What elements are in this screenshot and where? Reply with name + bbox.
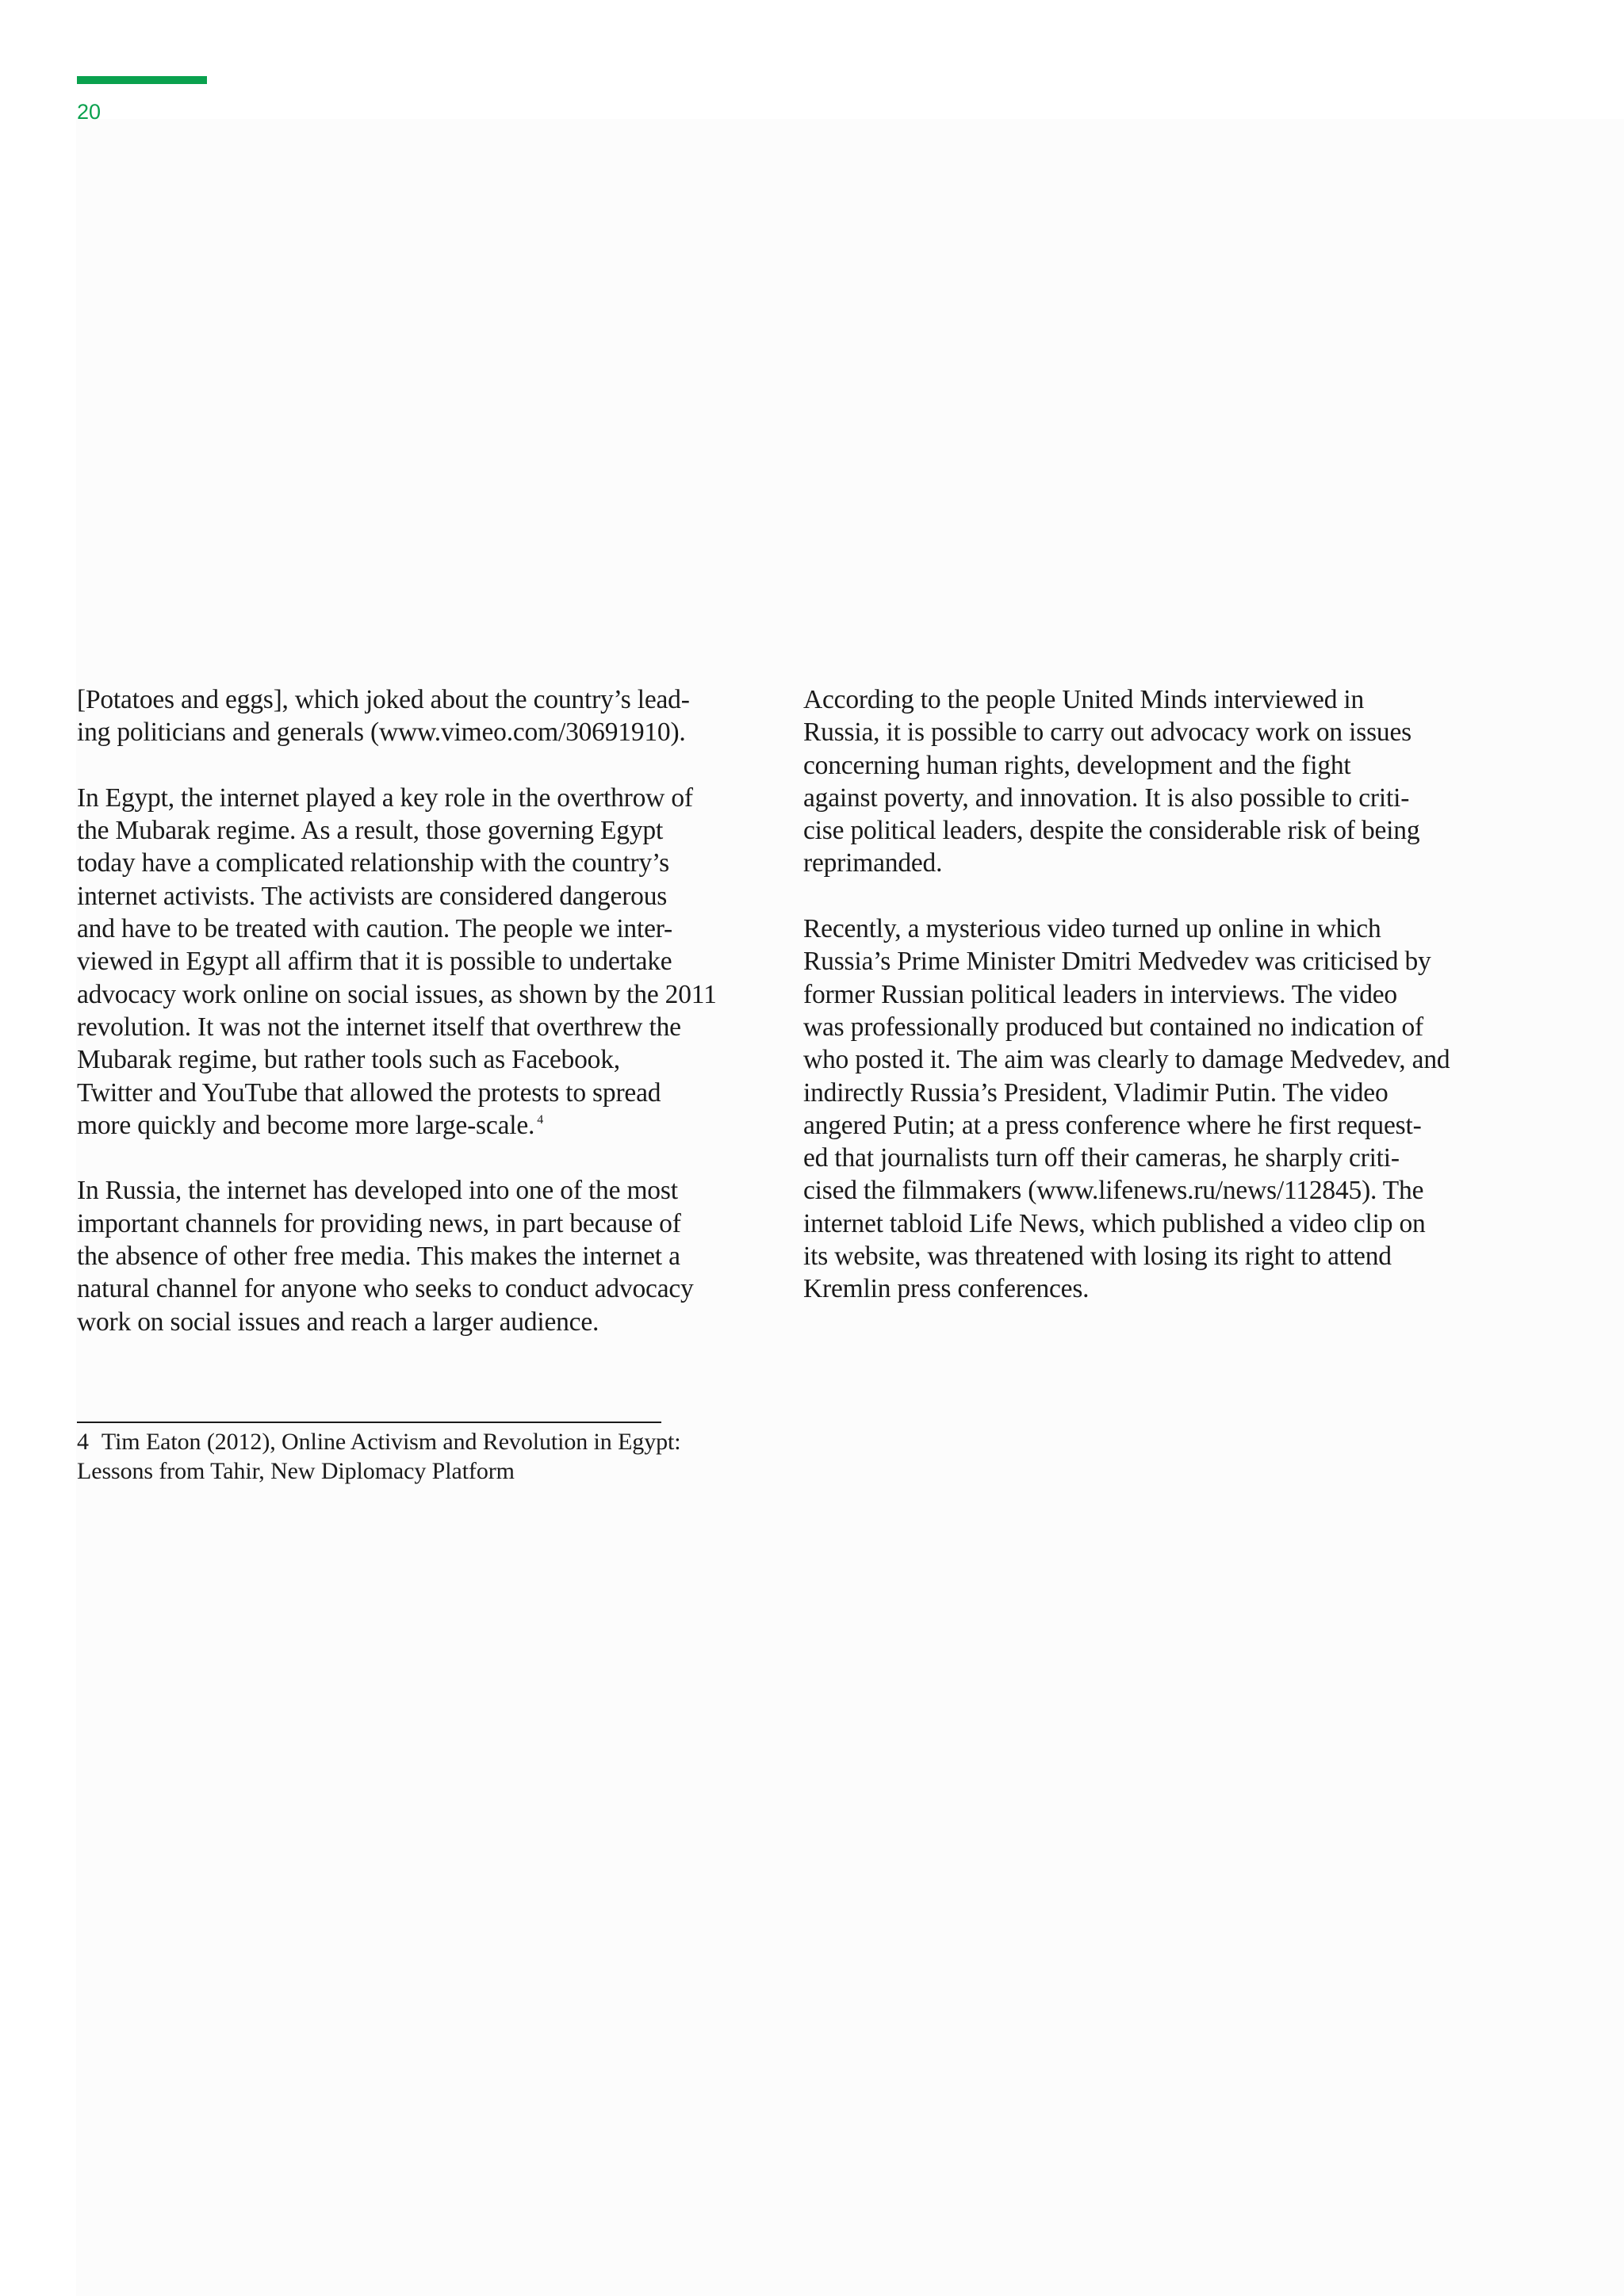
paragraph-medvedev-video [803, 913, 1517, 1306]
text-line: Kremlin press conferences. [803, 1274, 1090, 1304]
footnote-text: Tim Eaton (2012), Online Activism and Revolution in Egypt: [101, 1429, 681, 1455]
paragraph-potatoes [77, 683, 775, 749]
text-line: cise political leaders, despite the considerable risk of being [803, 816, 1420, 846]
footnote-reference[interactable]: 4 [537, 1112, 543, 1127]
text-line-with-footnote [77, 1109, 775, 1142]
footnote-line [77, 1427, 775, 1456]
paragraph-egypt [77, 782, 775, 1142]
text-line: indirectly Russia’s President, Vladimir Putin. The video [803, 1077, 1388, 1108]
text-line: work on social issues and reach a larger audience. [77, 1307, 599, 1337]
text-line: important channels for providing news, in part because of [77, 1208, 681, 1238]
left-column [77, 683, 775, 1371]
text-line: concerning human rights, development and the fight [803, 750, 1351, 780]
text-line: natural channel for anyone who seeks to conduct advocacy [77, 1274, 694, 1304]
text-line: Mubarak regime, but rather tools such as Facebook, [77, 1045, 620, 1075]
text-line: the absence of other free media. This makes the internet a [77, 1242, 680, 1272]
text-line: the Mubarak regime. As a result, those governing Egypt [77, 816, 664, 846]
text-line: internet tabloid Life News, which published a video clip on [803, 1208, 1426, 1238]
text-line: Russia, it is possible to carry out advocacy work on issues [803, 718, 1411, 748]
footnote-number: 4 [77, 1429, 89, 1455]
text-line: revolution. It was not the internet itself that overthrew the [77, 1012, 681, 1042]
paragraph-united-minds [803, 683, 1517, 880]
text-line: cised the filmmakers (www.lifenews.ru/news/112845). The [803, 1176, 1424, 1206]
footnote [77, 1427, 775, 1486]
footnote-line: Lessons from Tahir, New Diplomacy Platform [77, 1458, 515, 1484]
text-line: against poverty, and innovation. It is also possible to criti- [803, 783, 1410, 813]
text-line: its website, was threatened with losing its right to attend [803, 1242, 1392, 1272]
text-line: In Russia, the internet has developed into one of the most [77, 1176, 678, 1206]
text-line: and have to be treated with caution. The people we inter- [77, 914, 673, 944]
text-line: internet activists. The activists are considered dangerous [77, 881, 668, 911]
text-line: who posted it. The aim was clearly to damage Medvedev, and [803, 1045, 1450, 1075]
paragraph-russia [77, 1174, 775, 1337]
text-line: former Russian political leaders in interviews. The video [803, 979, 1397, 1009]
text-line: was professionally produced but contained no indication of [803, 1012, 1423, 1042]
text-line: Russia’s Prime Minister Dmitri Medvedev was criticised by [803, 947, 1431, 977]
text-line: more quickly and become more large-scale. [77, 1110, 535, 1140]
text-line: viewed in Egypt all affirm that it is possible to undertake [77, 947, 672, 977]
text-line: According to the people United Minds interviewed in [803, 685, 1365, 714]
text-line: [Potatoes and eggs], which joked about the country’s lead- [77, 685, 690, 714]
text-line: Recently, a mysterious video turned up online in which [803, 914, 1381, 944]
page-number: 20 [77, 100, 102, 124]
text-line: Twitter and YouTube that allowed the protests to spread [77, 1077, 661, 1108]
text-line: In Egypt, the internet played a key role in the overthrow of [77, 783, 693, 813]
header-accent-bar [77, 76, 207, 84]
text-line: ed that journalists turn off their cameras, he sharply criti- [803, 1143, 1400, 1173]
text-line: ing politicians and generals (www.vimeo.com/30691910). [77, 718, 686, 748]
text-line: angered Putin; at a press conference where he first request- [803, 1110, 1422, 1140]
text-line: reprimanded. [803, 848, 943, 878]
text-line: advocacy work online on social issues, as shown by the 2011 [77, 979, 717, 1009]
right-column [803, 683, 1517, 1338]
text-line: today have a complicated relationship with the country’s [77, 848, 669, 878]
footnote-divider [77, 1422, 661, 1423]
